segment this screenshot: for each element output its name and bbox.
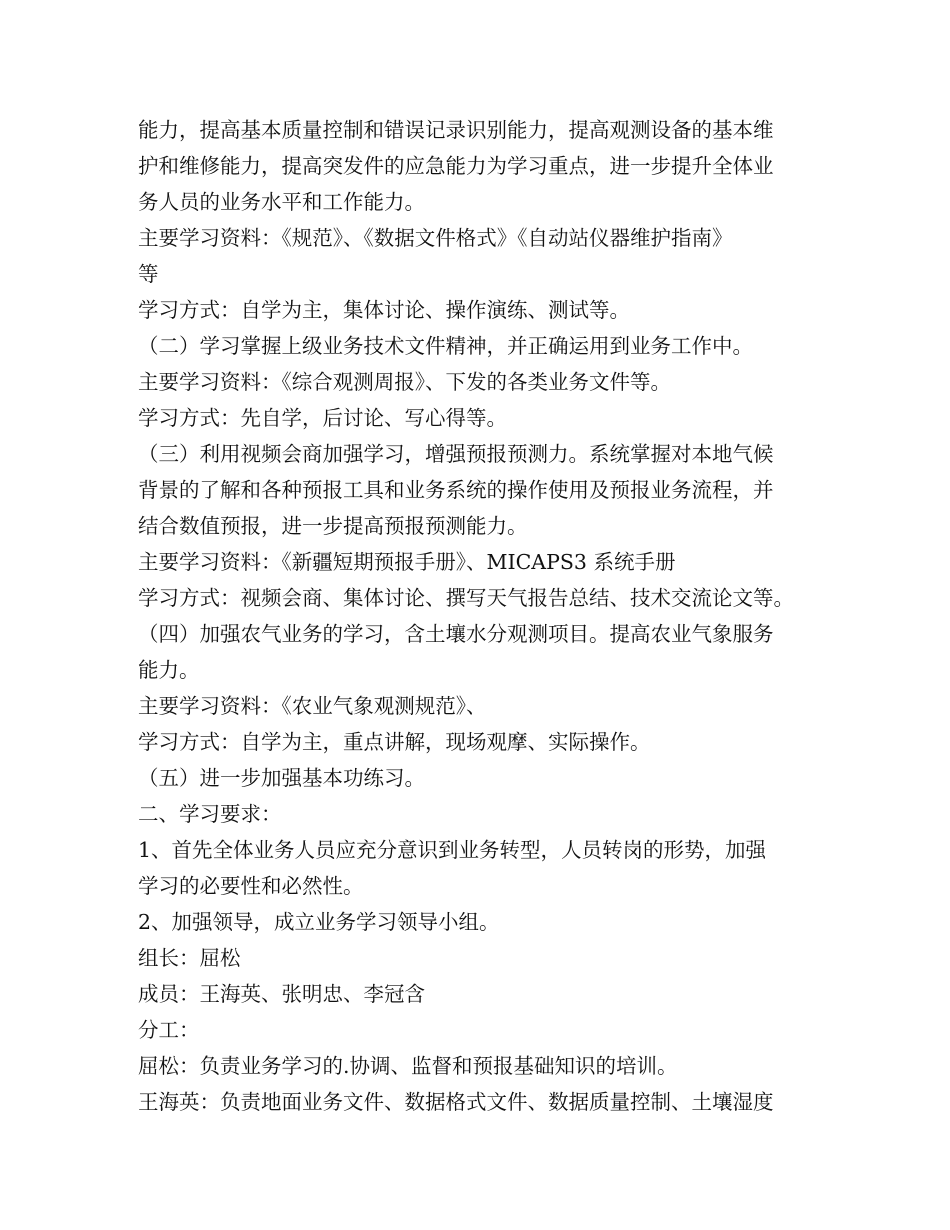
text-line: 护和维修能力，提高突发件的应急能力为学习重点，进一步提升全体业	[138, 154, 774, 178]
text-line: （二）学习掌握上级业务技术文件精神，并正确运用到业务工作中。	[138, 334, 753, 358]
text-line: 学习方式：自学为主，集体讨论、操作演练、测试等。	[138, 298, 630, 322]
text-line: 学习方式：先自学，后讨论、写心得等。	[138, 406, 507, 430]
text-line: 组长：屈松	[138, 946, 241, 970]
text-line: 学习方式：视频会商、集体讨论、撰写天气报告总结、技术交流论文等。	[138, 586, 794, 610]
text-line: 结合数值预报，进一步提高预报预测能力。	[138, 514, 528, 538]
text-line: 1、首先全体业务人员应充分意识到业务转型，人员转岗的形势，加强	[138, 838, 767, 862]
text-line: 主要学习资料：《新疆短期预报手册》、MICAPS3 系统手册	[138, 550, 676, 574]
text-line: 等	[138, 262, 159, 286]
document-body	[138, 112, 838, 1120]
text-line: 主要学习资料：《规范》、《数据文件格式》《自动站仪器维护指南》	[138, 226, 733, 250]
text-line: 务人员的业务水平和工作能力。	[138, 190, 425, 214]
text-line: 背景的了解和各种预报工具和业务系统的操作使用及预报业务流程，并	[138, 478, 774, 502]
text-line: 王海英：负责地面业务文件、数据格式文件、数据质量控制、土壤湿度	[138, 1090, 774, 1114]
section-heading: 二、学习要求：	[138, 802, 282, 826]
text-line: （三）利用视频会商加强学习，增强预报预测力。系统掌握对本地气候	[138, 442, 774, 466]
text-line: 主要学习资料：《农业气象观测规范》、	[138, 694, 487, 718]
text-line: 2、加强领导，成立业务学习领导小组。	[138, 910, 500, 934]
text-line: 屈松：负责业务学习的.协调、监督和预报基础知识的培训。	[138, 1054, 678, 1078]
text-line: 学习方式：自学为主，重点讲解，现场观摩、实际操作。	[138, 730, 651, 754]
text-line: （四）加强农气业务的学习，含土壤水分观测项目。提高农业气象服务	[138, 622, 774, 646]
text-line: 能力，提高基本质量控制和错误记录识别能力，提高观测设备的基本维	[138, 118, 774, 142]
text-line: 能力。	[138, 658, 200, 682]
text-line: 主要学习资料：《综合观测周报》、下发的各类业务文件等。	[138, 370, 671, 394]
text-line: 学习的必要性和必然性。	[138, 874, 364, 898]
text-line: 成员：王海英、张明忠、李冠含	[138, 982, 425, 1006]
text-line: 分工：	[138, 1018, 200, 1042]
text-line: （五）进一步加强基本功练习。	[138, 766, 425, 790]
